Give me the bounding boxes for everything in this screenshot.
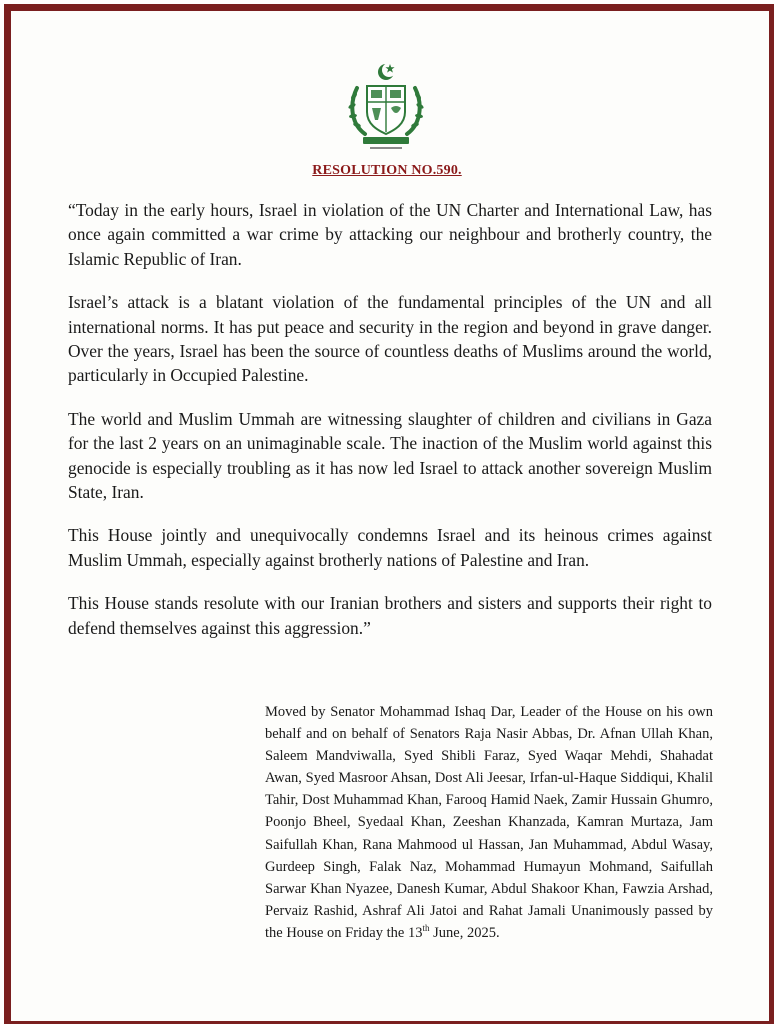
resolution-title: RESOLUTION NO.590. (312, 163, 462, 178)
paragraph-3: The world and Muslim Ummah are witnessing slaughter of children and civilians in Gaza for the last 2 years on an unimaginable scale. The inaction of the Muslim world against this genocide is especially troubling as it has now led Israel to attack another sovereign Muslim State, Iran. (68, 408, 712, 503)
paragraph-2: Israel’s attack is a blatant violation of the fundamental principles of the UN and all international norms. It has put peace and security in the region and beyond in grave danger. Over the years, Israel has been the source of countless deaths of Muslims around the world, particularly in Occupied Palestine. (68, 292, 712, 386)
mover-statement (265, 701, 713, 944)
resolution-body (68, 198, 712, 659)
paragraph-4: This House jointly and unequivocally condemns Israel and its heinous crimes against Muslim Ummah, especially against brotherly nations of Palestine and Iran. (68, 525, 712, 570)
paragraph-1: “Today in the early hours, Israel in violation of the UN Charter and International Law, has once again committed a war crime by attacking our neighbour and brotherly country, the Islamic Republic of Iran. (68, 200, 712, 269)
senate-emblem-icon (343, 58, 429, 154)
mover-date-text: June, 2025. (429, 924, 500, 941)
mover-text: Moved by Senator Mohammad Ishaq Dar, Leader of the House on his own behalf and on behalf of Senators Raja Nasir Abbas, Dr. Afnan Ullah Khan, Saleem Mandviwalla, Syed Shibli Faraz, Syed Waqar Mehdi, Shahadat Awan, Syed Masroor Ahsan, Dost Ali Jeesar, Irfan-ul-Haque Siddiqui, Khalil Tahir, Dost Muhammad Khan, Farooq Hamid Naek, Zamir Hussain Ghumro, Poonjo Bheel, Syedaal Khan, Zeeshan Khanzada, Kamran Murtaza, Jam Saifullah Khan, Rana Mahmood ul Hassan, Jan Muhammad, Abdul Wasay, Gurdeep Singh, Falak Naz, Mohammad Humayun Mohmand, Saifullah Sarwar Khan Nyazee, Danesh Kumar, Abdul Shakoor Khan, Fawzia Arshad, Pervaiz Rashid, Ashraf Ali Jatoi and Rahat Jamali Unanimously passed by the House on Friday the 13 (265, 704, 713, 941)
paragraph-5: This House stands resolute with our Iranian brothers and sisters and supports their right to defend themselves against this aggression.” (68, 593, 712, 638)
date-ordinal-suffix: th (422, 923, 430, 934)
